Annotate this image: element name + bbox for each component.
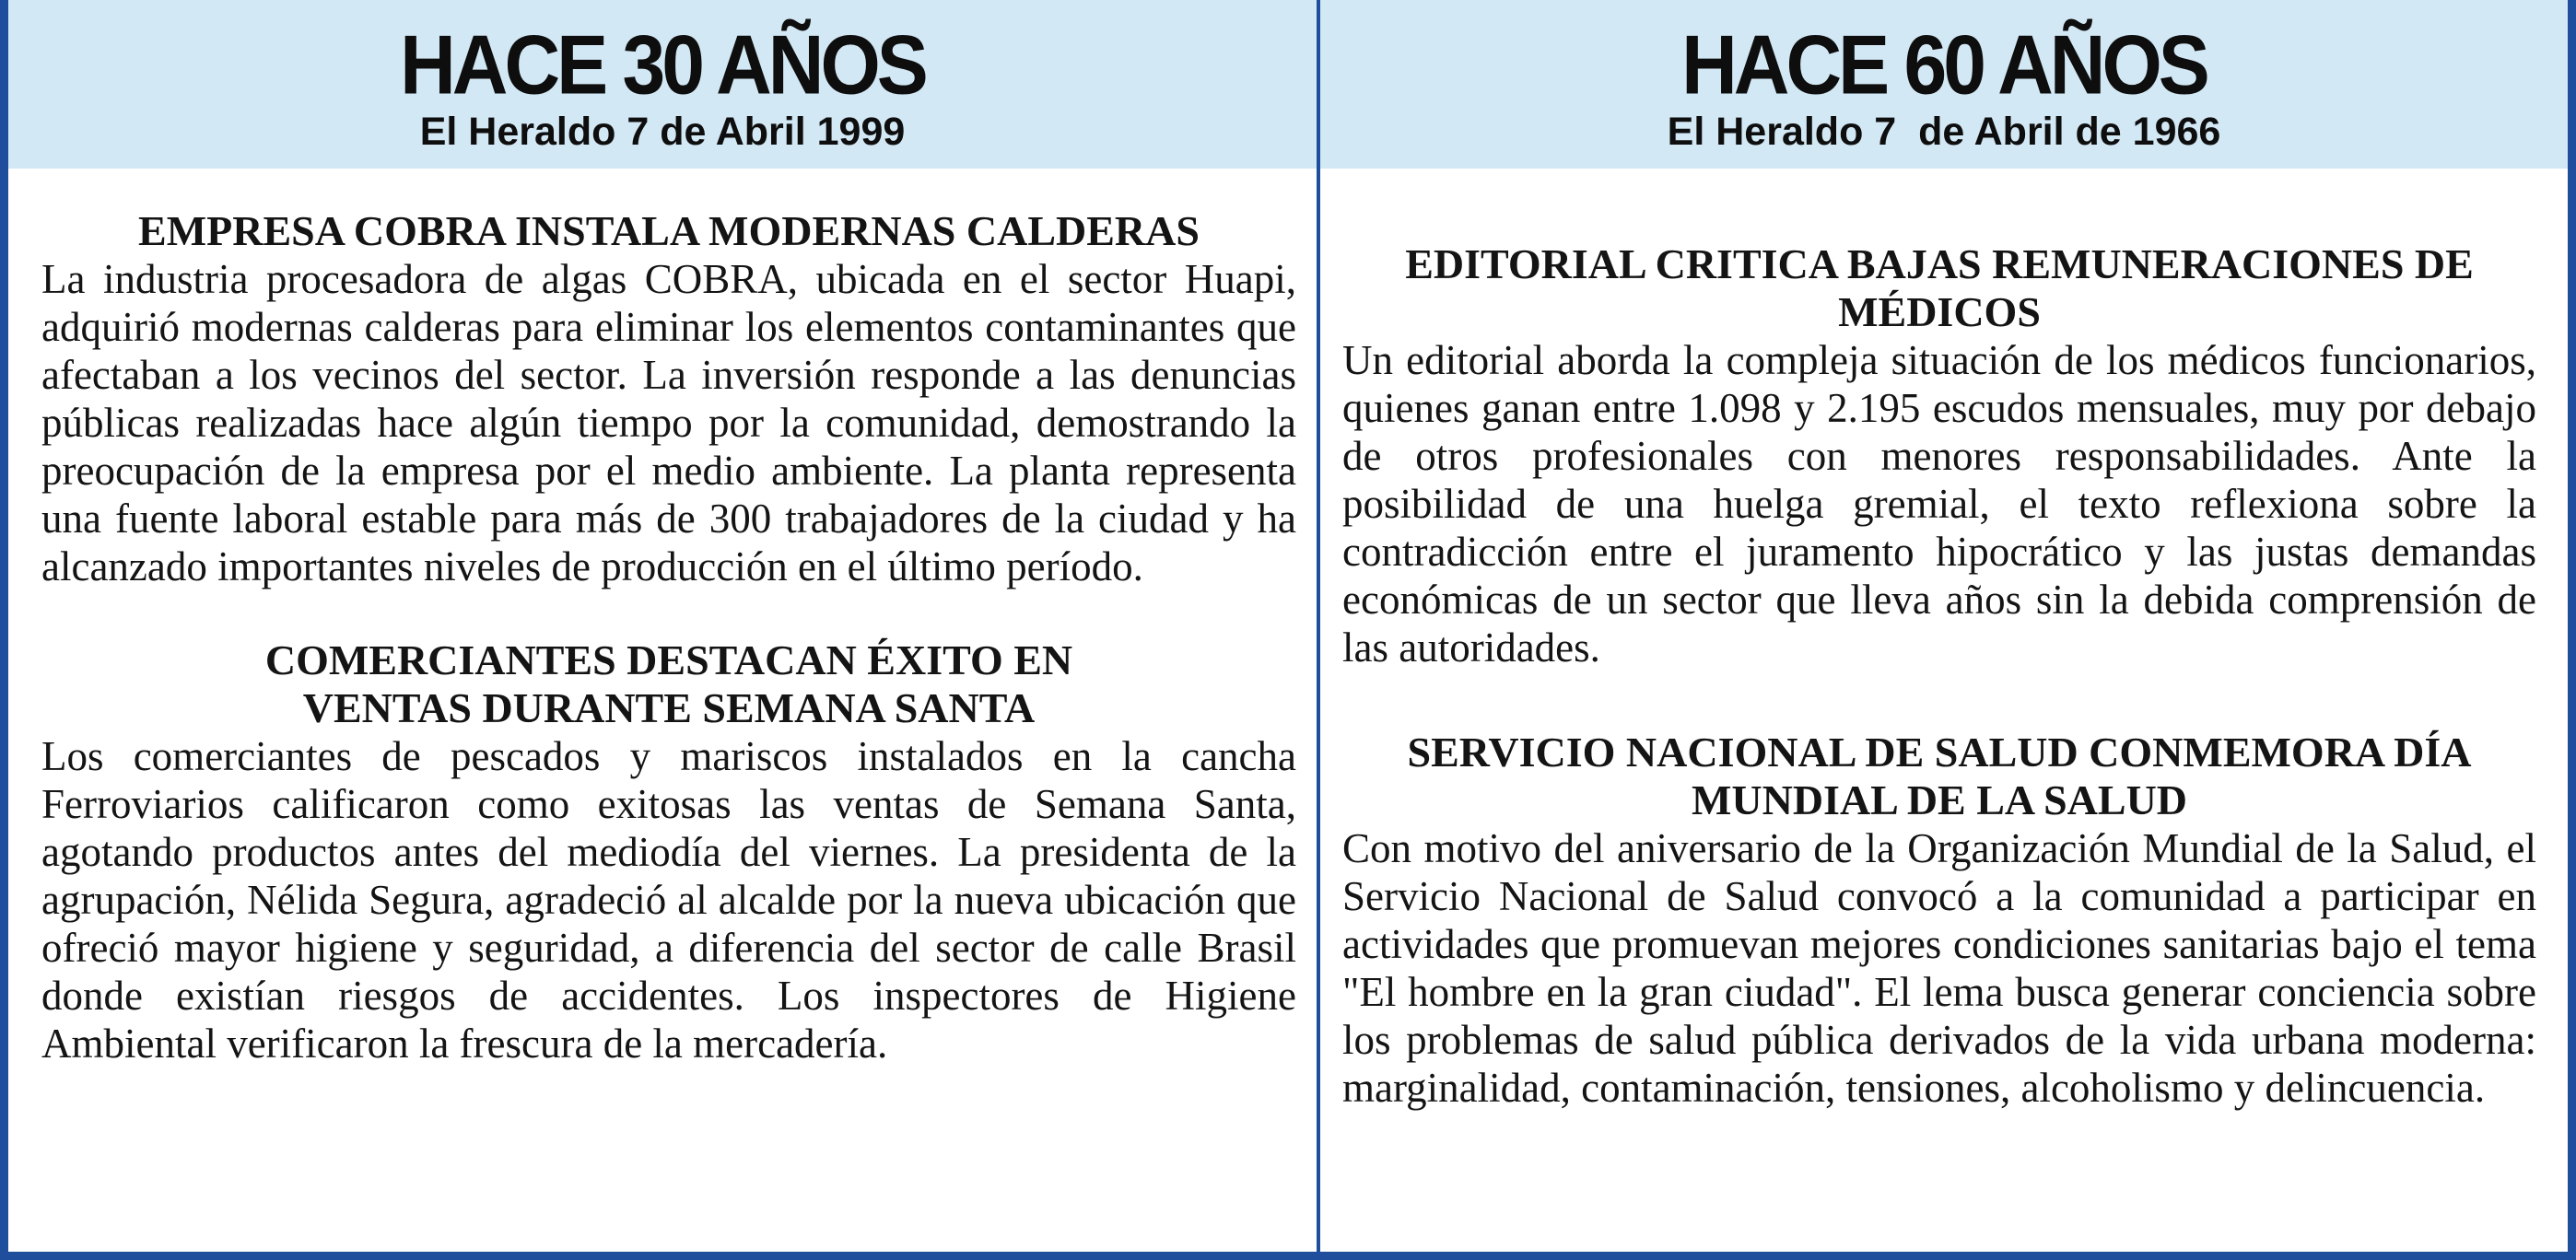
column-title: HACE 30 AÑOS	[400, 18, 925, 111]
news-article	[1342, 729, 2536, 1112]
news-article	[1342, 240, 2536, 671]
column-60-years	[1320, 0, 2568, 1252]
article-headline: COMERCIANTES DESTACAN ÉXITO EN VENTAS DURANTE SEMANA SANTA	[264, 636, 1073, 731]
column-content	[8, 169, 1317, 1068]
column-header	[1320, 0, 2568, 169]
column-source-date: El Heraldo 7 de Abril 1999	[419, 110, 906, 154]
article-body: La industria procesadora de algas COBRA, ubicada en el sector Huapi, adquirió modernas calderas para eliminar los elementos contaminantes que afectaban a los vecinos del sector. La inversión responde a las denuncias públicas realizadas hace algún tiempo por la comunidad, demostrando la preocupación de la empresa por el medio ambiente. La planta representa una fuente laboral estable para más de 300 trabajadores de la ciudad y ha alcanzado importantes niveles de producción en el último período.	[41, 256, 1296, 589]
article-body: Los comerciantes de pescados y mariscos instalados en la cancha Ferroviarios calificaron como exitosas las ventas de Semana Santa, agotando productos antes del mediodía del viernes. La presidenta de la agrupación, Nélida Segura, agradeció al alcalde por la nueva ubicación que ofreció mayor higiene y seguridad, a diferencia del sector de calle Brasil donde existían riesgos de accidentes. Los inspectores de Higiene Ambiental verificaron la frescura de la mercadería.	[41, 733, 1296, 1067]
column-30-years	[8, 0, 1320, 1252]
column-header	[8, 0, 1317, 169]
article-headline: SERVICIO NACIONAL DE SALUD CONMEMORA DÍA MUNDIAL DE LA SALUD	[1407, 729, 2472, 823]
news-article	[41, 207, 1296, 590]
column-content	[1320, 169, 2568, 1112]
column-title: HACE 60 AÑOS	[1681, 18, 2207, 111]
article-body: Un editorial aborda la compleja situación de los médicos funcionarios, quienes ganan entre 1.098 y 2.195 escudos mensuales, muy por debajo de otros profesionales con menores responsabilidades. Ante la posibilidad de una huelga gremial, el texto reflexiona sobre la contradicción entre el juramento hipocrático y las justas demandas económicas de un sector que lleva años sin la debida comprensión de las autoridades.	[1342, 337, 2536, 671]
column-source-date: El Heraldo 7 de Abril de 1966	[1667, 110, 2221, 154]
article-body: Con motivo del aniversario de la Organización Mundial de la Salud, el Servicio Nacional de Salud convocó a la comunidad a participar en actividades que promuevan mejores condiciones sanitarias bajo el tema "El hombre en la gran ciudad". El lema busca generar conciencia sobre los problemas de salud pública derivados de la vida urbana moderna: marginalidad, contaminación, tensiones, alcoholismo y delincuencia.	[1342, 825, 2536, 1111]
article-headline: EMPRESA COBRA INSTALA MODERNAS CALDERAS	[138, 207, 1200, 254]
article-headline: EDITORIAL CRITICA BAJAS REMUNERACIONES DE MÉDICOS	[1405, 240, 2474, 335]
news-article	[41, 636, 1296, 1068]
